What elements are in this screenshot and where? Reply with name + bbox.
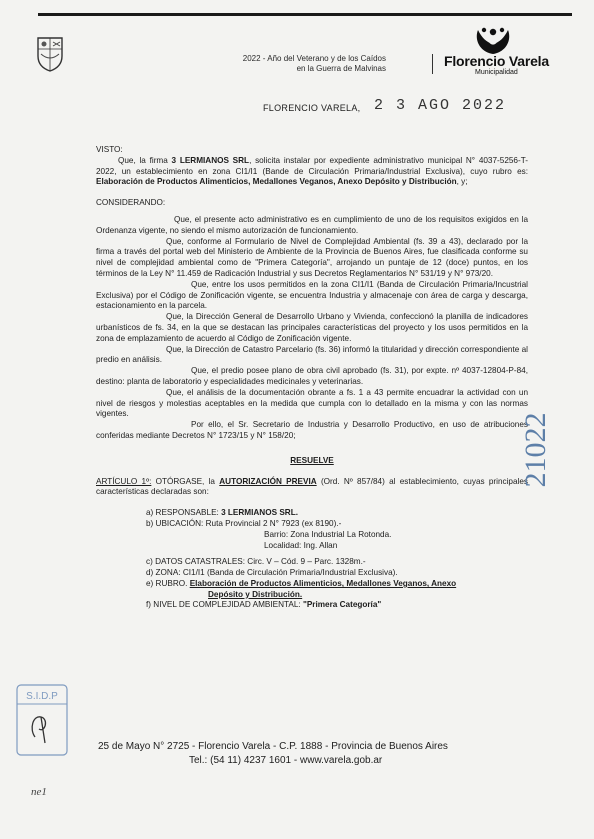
value: "Primera Categoría"	[302, 600, 382, 610]
item-c: c) DATOS CATASTRALES: Circ. V – Cód. 9 – Parc. 1328m.-	[146, 557, 366, 567]
autorizacion-previa: AUTORIZACIÓN PREVIA	[219, 476, 317, 486]
considerando-p6: Que, el predio posee plano de obra civil aprobado (fs. 31), por expte. nº 4037-12804-P-84, destino: planta de laboratorio y especialidades medicinales y veterinarias.	[96, 366, 528, 386]
considerando-p3: Que, entre los usos permitidos en la zona CI1/I1 (Banda de Circulación Primaria/Incustrial Exclusiva) por el Código de Zonificación vigente, se encuentra Industria y almacenaje con área de carga y descarga, estacionamiento en la parcela.	[96, 279, 528, 311]
top-rule	[38, 13, 572, 16]
visto-heading: VISTO:	[96, 145, 123, 154]
brand-name: Florencio Varela	[444, 53, 549, 69]
considerando-p2: Que, conforme al Formulario de Nivel de Complejidad Ambiental (fs. 39 a 43), declarado por la firma a través del portal web del Ministerio de Ambiente de la Provincia de Buenos Aires, fue clasificada conforme su nivel de complejidad ambiental como de "Primera Categoría", arrojando un puntaje de 12 (doce) puntos, en los términos de la Ley N° 11.459 de Radicación Industrial y sus Decretos Reglamentarios N° 531/19 y N° 973/20.	[96, 236, 528, 278]
visto-paragraph	[96, 156, 528, 188]
item-e-cont	[208, 590, 528, 601]
considerando-heading: CONSIDERANDO:	[96, 198, 166, 208]
item-d: d) ZONA: CI1/I1 (Banda de Circulación Primaria/Industrial Exclusiva).	[146, 568, 398, 578]
label: e) RUBRO.	[146, 578, 190, 588]
value: Ruta Provincial 2 N° 7923 (ex 8190).-	[205, 518, 342, 528]
sidp-note: ne1	[31, 786, 47, 798]
stamped-folio-number	[519, 370, 562, 530]
considerando-p7: Que, el análisis de la documentación obrante a fs. 1 a 43 permite encuadrar la actividad con un nivel de riesgos y molestias aceptables en la medida que cumpla con lo detallado en la misma y con las normas vigentes.	[96, 387, 528, 419]
sidp-label: S.I.D.P	[26, 691, 58, 702]
year-motto	[243, 54, 386, 74]
header-divider	[432, 54, 433, 74]
considerando-p1: Que, el presente acto administrativo es en cumplimiento de uno de los requisitos exigidos en la Ordenanza vigente, no siendo el mismo autorización de funcionamiento.	[96, 214, 528, 235]
text: , solicita instalar por expediente administrativo municipal N° 4037-5256-T-2022, un establecimiento en zona CI1/I1 (Bande de Circulación Primaria/Industrial Exclusiva), cuyo rubro es:	[96, 155, 528, 176]
value: Elaboración de Productos Alimenticios, Medallones Veganos, Anexo	[189, 578, 457, 588]
firm-name: 3 LERMIANOS SRL	[171, 155, 250, 165]
item-a	[146, 508, 528, 519]
item-f	[146, 600, 528, 611]
item-b-localidad: Localidad: Ing. Allan	[264, 540, 338, 550]
dateline-date: 2 3 AGO 2022	[374, 97, 507, 114]
considerando-p5: Que, la Dirección de Catastro Parcelario (fs. 36) informó la titularidad y dirección correspondiente al predio en análisis.	[96, 344, 528, 365]
article-label: ARTÍCULO 1º:	[96, 476, 152, 486]
brand-subtitle: Municipalidad	[475, 69, 518, 76]
motto-line-2: en la Guerra de Malvinas	[296, 64, 386, 73]
resuelve-heading: RESUELVE	[290, 455, 334, 465]
value: 3 LERMIANOS SRL.	[221, 508, 298, 518]
characteristics-list	[146, 508, 528, 611]
label: f) NIVEL DE COMPLEJIDAD AMBIENTAL:	[146, 600, 303, 610]
folio-number-text: 21022	[519, 412, 552, 488]
dateline-place: FLORENCIO VARELA,	[263, 103, 361, 113]
municipal-shield-icon	[36, 36, 64, 72]
sidp-stamp	[15, 683, 69, 807]
motto-line-1: 2022 - Año del Veterano y de los Caídos	[242, 54, 386, 63]
footer-contact: Tel.: (54 11) 4237 1601 - www.varela.gob.ar	[189, 755, 383, 766]
item-b	[146, 519, 528, 530]
footer-address: 25 de Mayo N° 2725 - Florencio Varela - C.P. 1888 - Provincia de Buenos Aires	[98, 741, 448, 752]
label: a) RESPONSABLE:	[146, 508, 222, 518]
considerando-p8: Por ello, el Sr. Secretario de Industria y Desarrollo Productivo, en uso de atribuciones conferidas mediante Decretos N° 1723/15 y N° 158/20;	[96, 420, 528, 440]
item-b-barrio: Barrio: Zona Industrial La Rotonda.	[264, 529, 392, 539]
value: Depósito y Distribución.	[208, 589, 303, 599]
document-body	[96, 145, 528, 611]
text: OTÓRGASE, la	[151, 476, 220, 486]
label: b) UBICACIÓN:	[146, 518, 206, 528]
item-e	[146, 579, 528, 590]
text: (Ord. Nº 857/84) al establecimiento, cuyas principales características declaradas son:	[96, 476, 529, 497]
text: , y;	[456, 177, 468, 187]
articulo-1	[96, 477, 528, 499]
florencio-varela-logo-icon	[470, 26, 516, 56]
considerando-p4: Que, la Dirección General de Desarrollo Urbano y Vivienda, confeccionó la planilla de indicadores urbanísticos de fs. 34, en la que se destacan las principales características del proyecto y los usos permitidos en la zona de emplazamiento de acuerdo al Código de Zonificación vigente.	[96, 312, 528, 343]
text: Que, la firma	[118, 155, 172, 165]
rubro: Elaboración de Productos Alimenticios, Medallones Veganos, Anexo Depósito y Distribución	[96, 177, 457, 187]
